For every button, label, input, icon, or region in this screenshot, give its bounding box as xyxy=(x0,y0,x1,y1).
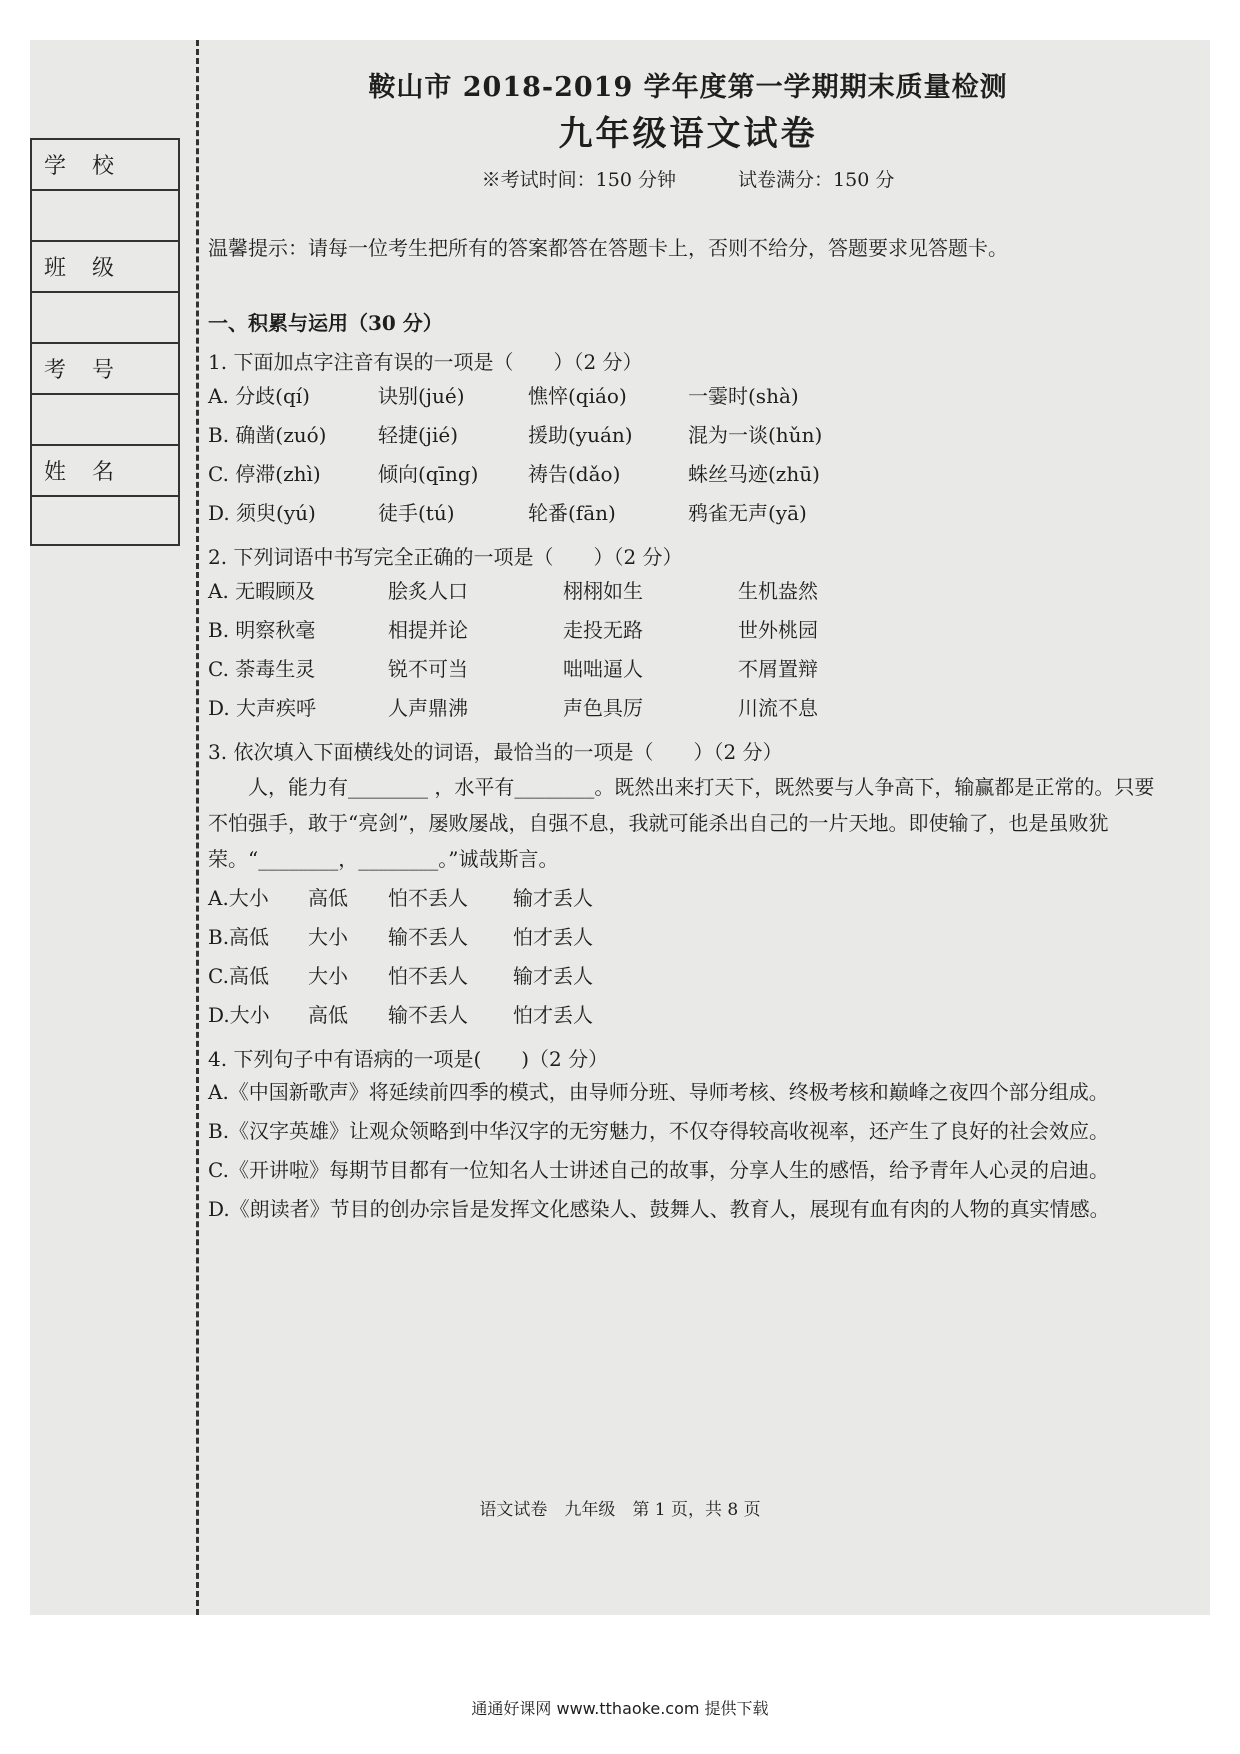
exam-subtitle: 九年级语文试卷 xyxy=(558,114,818,154)
option-cell: D.大小 xyxy=(208,1003,270,1027)
option-cell: 蛛丝马迹(zhū) xyxy=(688,462,820,486)
option-cell: 人声鼎沸 xyxy=(388,696,468,720)
question-4-option-b: B.《汉字英雄》让观众领略到中华汉字的无穷魅力，不仅夺得较高收视率，还产生了良好的社会效应。 xyxy=(208,1119,1110,1143)
option-cell: 栩栩如生 xyxy=(563,579,643,603)
option-row xyxy=(208,648,1168,687)
option-cell: 输才丢人 xyxy=(513,886,593,910)
option-cell: 轮番(fān) xyxy=(528,501,616,525)
option-row xyxy=(208,687,1168,726)
name-field: 姓名 xyxy=(30,444,180,495)
exam-time: ※考试时间：150 分钟 xyxy=(481,169,676,191)
option-row xyxy=(208,375,1168,414)
question-4-option-a: A.《中国新歌声》将延续前四季的模式，由导师分班、导师考核、终极考核和巅峰之夜四个部分组成。 xyxy=(208,1080,1109,1104)
option-row xyxy=(208,570,1168,609)
question-2-options xyxy=(208,570,1168,726)
option-cell: 输才丢人 xyxy=(513,964,593,988)
option-cell: 世外桃园 xyxy=(738,618,818,642)
option-cell: 大小 xyxy=(308,925,348,949)
question-4-option-c: C.《开讲啦》每期节目都有一位知名人士讲述自己的故事，分享人生的感悟，给予青年人心灵的启迪。 xyxy=(208,1158,1109,1182)
option-cell: 高低 xyxy=(308,886,348,910)
option-cell: 诀别(jué) xyxy=(378,384,465,408)
full-score: 试卷满分：150 分 xyxy=(738,169,895,191)
binding-cut-line xyxy=(196,40,199,1615)
option-cell: 援助(yuán) xyxy=(528,423,633,447)
option-cell: 高低 xyxy=(308,1003,348,1027)
option-cell: 川流不息 xyxy=(738,696,818,720)
question-1-stem: 1. 下面加点字注音有误的一项是（ ）（2 分） xyxy=(208,350,643,374)
option-cell: 声色具厉 xyxy=(563,696,643,720)
question-3-options xyxy=(208,877,1168,1033)
option-cell: 脍炙人口 xyxy=(388,579,468,603)
school-field: 学校 xyxy=(30,138,180,189)
option-cell: 徒手(tú) xyxy=(378,501,455,525)
option-cell: 倾向(qīng) xyxy=(378,462,479,486)
option-cell: 祷告(dǎo) xyxy=(528,462,621,486)
option-cell: 怕才丢人 xyxy=(513,1003,593,1027)
option-row xyxy=(208,994,1168,1033)
question-3-passage: 人，能力有________ ，水平有________。既然出来打天下，既然要与人争高下，输赢都是正常的。只要不怕强手，敢于“亮剑”，屡败屡战，自强不息，我就可能杀出自己的一片天地。即使输了，也是虽败犹荣。“________，________。”诚哉斯言。 xyxy=(208,775,1155,871)
option-row xyxy=(208,916,1168,955)
question-3-stem: 3. 依次填入下面横线处的词语，最恰当的一项是（ ）（2 分） xyxy=(208,740,783,764)
question-4-option-d: D.《朗读者》节目的创办宗旨是发挥文化感染人、鼓舞人、教育人，展现有血有肉的人物的真实情感。 xyxy=(208,1197,1110,1221)
option-cell: A. 分歧(qí) xyxy=(208,384,310,408)
download-site-footer: 通通好课网 www.tthaoke.com 提供下载 xyxy=(471,1699,769,1718)
school-blank xyxy=(30,189,180,240)
option-cell: 怕不丢人 xyxy=(388,886,468,910)
option-cell: D. 大声疾呼 xyxy=(208,696,317,720)
option-cell: B. 明察秋毫 xyxy=(208,618,316,642)
option-row xyxy=(208,877,1168,916)
option-cell: 憔悴(qiáo) xyxy=(528,384,627,408)
option-cell: 怕不丢人 xyxy=(388,964,468,988)
option-cell: 生机盎然 xyxy=(738,579,818,603)
option-cell: 大小 xyxy=(308,964,348,988)
question-4-stem: 4. 下列句子中有语病的一项是( )（2 分） xyxy=(208,1047,609,1071)
option-cell: 一霎时(shà) xyxy=(688,384,799,408)
exam-number-blank xyxy=(30,393,180,444)
option-row xyxy=(208,414,1168,453)
option-cell: 相提并论 xyxy=(388,618,468,642)
option-row xyxy=(208,492,1168,531)
name-blank xyxy=(30,495,180,546)
page-number-footer: 语文试卷 九年级 第 1 页，共 8 页 xyxy=(479,1500,761,1520)
option-row xyxy=(208,609,1168,648)
option-cell: A.大小 xyxy=(208,886,269,910)
option-row xyxy=(208,453,1168,492)
option-cell: A. 无暇顾及 xyxy=(208,579,316,603)
option-cell: 输不丢人 xyxy=(388,1003,468,1027)
option-cell: 轻捷(jié) xyxy=(378,423,459,447)
option-cell: 怕才丢人 xyxy=(513,925,593,949)
exam-content xyxy=(208,65,1168,1228)
section-heading: 一、积累与运用（30 分） xyxy=(208,311,443,335)
exam-meta xyxy=(208,165,1168,192)
option-cell: 咄咄逼人 xyxy=(563,657,643,681)
class-field: 班级 xyxy=(30,240,180,291)
question-2-stem: 2. 下列词语中书写完全正确的一项是（ ）（2 分） xyxy=(208,545,683,569)
option-cell: C. 停滞(zhì) xyxy=(208,462,321,486)
option-cell: 不屑置辩 xyxy=(738,657,818,681)
option-cell: 走投无路 xyxy=(563,618,643,642)
question-1-options xyxy=(208,375,1168,531)
option-cell: C. 荼毒生灵 xyxy=(208,657,316,681)
option-row xyxy=(208,955,1168,994)
option-cell: 鸦雀无声(yā) xyxy=(688,501,807,525)
option-cell: 锐不可当 xyxy=(388,657,468,681)
class-blank xyxy=(30,291,180,342)
option-cell: 输不丢人 xyxy=(388,925,468,949)
option-cell: 混为一谈(hǔn) xyxy=(688,423,823,447)
student-info-box xyxy=(30,138,180,546)
exam-number-field: 考号 xyxy=(30,342,180,393)
option-cell: B. 确凿(zuó) xyxy=(208,423,327,447)
exam-title: 鞍山市 2018-2019 学年度第一学期期末质量检测 xyxy=(368,72,1008,103)
option-cell: D. 须臾(yú) xyxy=(208,501,316,525)
option-cell: C.高低 xyxy=(208,964,269,988)
warm-tip: 温馨提示：请每一位考生把所有的答案都答在答题卡上，否则不给分，答题要求见答题卡。 xyxy=(208,236,1008,260)
option-cell: B.高低 xyxy=(208,925,270,949)
